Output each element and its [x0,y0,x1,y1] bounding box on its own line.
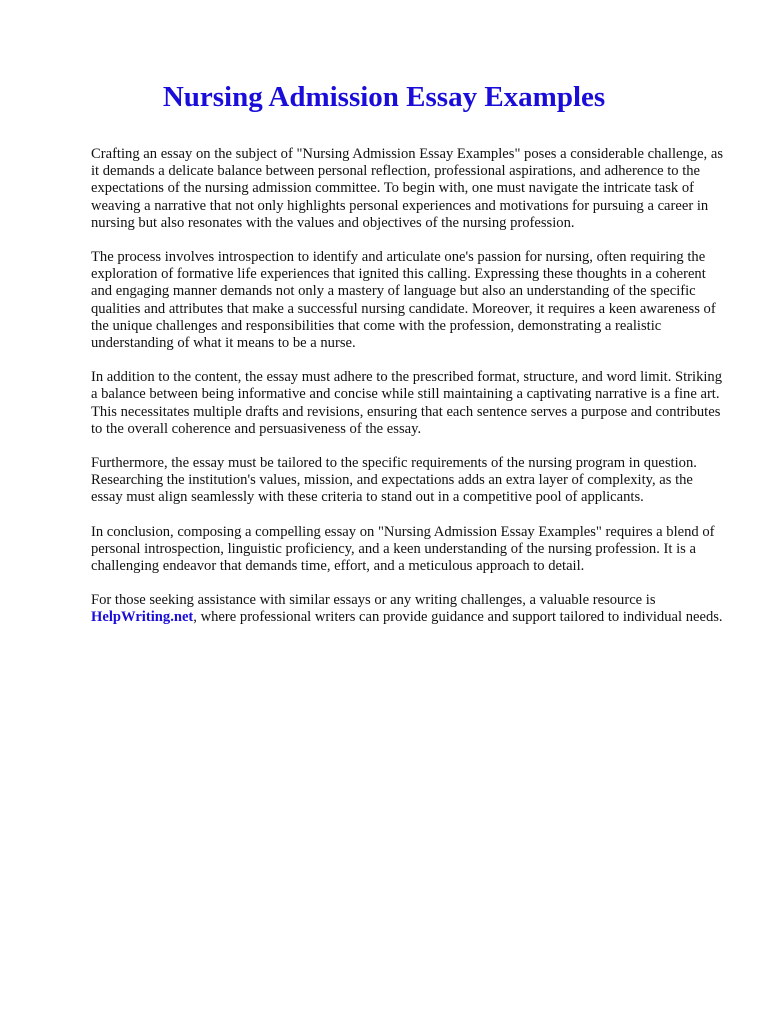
closing-text-before-link: For those seeking assistance with similar essays or any writing challenges, a valuable resource is [91,592,656,609]
closing-text-after-link: , where professional writers can provide guidance and support tailored to individual needs. [193,609,723,626]
helpwriting-link[interactable]: HelpWriting.net [91,609,194,626]
page-title: Nursing Admission Essay Examples [162,81,606,113]
essay-body [91,146,727,644]
paragraph-tailoring: Furthermore, the essay must be tailored to the specific requirements of the nursing program in question. Researching the institution's values, mission, and expectations adds an extra layer of complexity, as the essay must align seamlessly with these criteria to stand out in a competitive pool of applicants. [91,455,697,506]
paragraph-process: The process involves introspection to identify and articulate one's passion for nursing, often requiring the exploration of formative life experiences that ignited this calling. Expressing these thoughts in a coherent and engaging manner demands not only a mastery of language but also an understanding of the specific qualities and attributes that make a successful nursing candidate. Moreover, it requires a keen awareness of the unique challenges and responsibilities that come with the profession, demonstrating a realistic understanding of what it means to be a nurse. [91,249,716,352]
paragraph-conclusion: In conclusion, composing a compelling essay on "Nursing Admission Essay Examples" requires a blend of personal introspection, linguistic proficiency, and a keen understanding of the nursing profession. It is a challenging endeavor that demands time, effort, and a meticulous approach to detail. [91,523,715,575]
paragraph-format: In addition to the content, the essay must adhere to the prescribed format, structure, and word limit. Striking a balance between being informative and concise while still maintaining a captivating narrative is a fine art. This necessitates multiple drafts and revisions, ensuring that each sentence serves a purpose and contributes to the overall coherence and persuasiveness of the essay. [91,369,723,437]
paragraph-intro: Crafting an essay on the subject of "Nursing Admission Essay Examples" poses a considerable challenge, as it demands a delicate balance between personal reflection, professional aspirations, and adherence to the expectations of the nursing admission committee. To begin with, one must navigate the intricate task of weaving a narrative that not only highlights personal experiences and motivations for pursuing a career in nursing but also resonates with the values and objectives of the nursing profession. [91,146,724,231]
paragraph-closing [91,592,727,626]
